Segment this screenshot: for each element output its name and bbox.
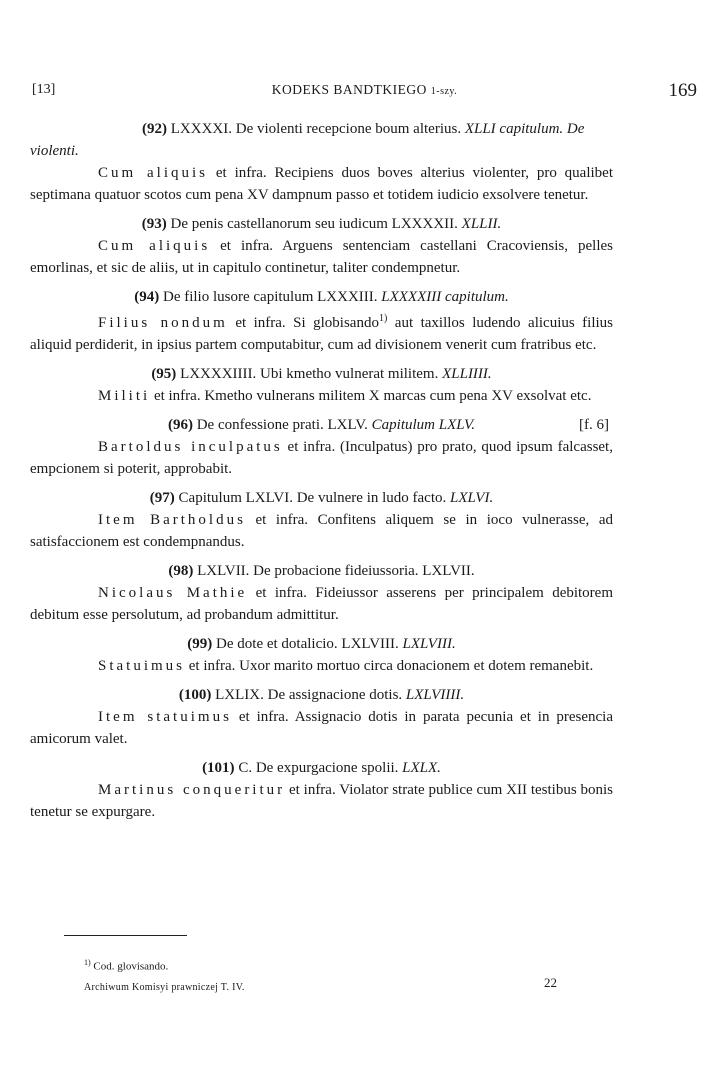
entry-text: et infra. Recipiens duos boves alterius violenter, pro qualibet septimana quatuor scotos cum pena XV dampnum passo et totidem iudicio exsolvere tenetur. — [30, 165, 614, 203]
running-title-text: KODEKS BANDTKIEGO — [271, 82, 427, 97]
entry-paragraph — [30, 582, 613, 626]
running-title — [32, 82, 697, 98]
entry-paragraph — [30, 706, 613, 750]
page-number: 169 — [668, 80, 697, 101]
entry-heading: LXXXXIIII. Ubi kmetho vulnerat militem. — [180, 366, 439, 382]
entry-text: et infra. Kmetho vulnerans militem X marcas cum pena XV exsolvat etc. — [153, 388, 592, 404]
entry-paragraph — [30, 308, 613, 356]
entry-text: et infra. Confitens aliquem se in ioco vulnerasse, ad satisfaccionem est condempnandus. — [30, 512, 613, 550]
entry-incipit: Statuimus — [98, 658, 186, 674]
entry-incipit: Filius nondum — [98, 315, 228, 331]
entry-heading-italic: LXLVI. — [450, 490, 494, 506]
entry-number: (93) — [141, 216, 167, 232]
entry-number: (101) — [202, 760, 235, 776]
entry-heading-italic: XLLI capitulum. De violenti. — [30, 121, 585, 159]
footnote-mark: 1) — [84, 958, 91, 967]
entry-title — [30, 414, 613, 436]
entry-number: (94) — [134, 289, 160, 305]
entry-heading-italic: LXLVIII. — [402, 636, 456, 652]
entry-number: (100) — [178, 687, 212, 703]
entry-paragraph — [30, 162, 613, 206]
entry-heading-italic: XLLII. — [461, 216, 502, 232]
running-title-suffix: 1-szy. — [430, 86, 458, 97]
entry-number: (96) — [167, 417, 193, 433]
entry-title — [30, 118, 613, 162]
entry-title — [30, 487, 613, 509]
entry-number: (95) — [151, 366, 177, 382]
entry-title — [30, 757, 613, 779]
entry-title — [30, 560, 613, 582]
entry-heading: C. De expurgacione spolii. — [238, 760, 399, 776]
text-body — [30, 118, 613, 830]
entry-heading: De penis castellanorum seu iudicum LXXXXII. — [170, 216, 458, 232]
signature-number: 22 — [544, 975, 557, 990]
entry-number: (98) — [168, 563, 194, 579]
entry-text: aut taxillos ludendo alicuius filius aliquid perdiderit, in ipsius partem computabitur, cum ad divisionem venerit cum fratribus etc. — [30, 315, 614, 353]
entry-text: et infra. (Inculpatus) pro prato, quod ipsum falcasset, empcionem si poterit, approbabit. — [30, 439, 613, 477]
entry-title — [30, 213, 613, 235]
entry-title — [30, 633, 613, 655]
entry-title — [30, 684, 613, 706]
entry-heading: LXLVII. De probacione fideiussoria. LXLVII. — [197, 563, 475, 579]
entry-text: et infra. Fideiussor asserens per principalem debitorem debitum esse persolutum, ad probandum admittitur. — [30, 585, 614, 623]
entry-paragraph — [30, 655, 613, 677]
entry-text: et infra. Arguens sentenciam castellani Cracoviensis, pelles emorlinas, et sic de aliis, ut in capitulo continetur, taliter condempnetur. — [30, 238, 613, 276]
entry-heading: De filio lusore capitulum LXXXIII. — [162, 289, 378, 305]
entry-incipit: Item statuimus — [98, 709, 232, 725]
entry-text: et infra. Si globisando — [235, 315, 379, 331]
entry-text: et infra. Assignacio dotis in parata pecunia et in presencia amicorum valet. — [30, 709, 613, 747]
entry-heading: De confessione prati. LXLV. — [196, 417, 368, 433]
entry-heading: Capitulum LXLVI. De vulnere in ludo facto. — [178, 490, 447, 506]
section-marker: [13] — [32, 82, 56, 97]
entry-heading: LXLIX. De assignacione dotis. — [215, 687, 403, 703]
entry-paragraph — [30, 235, 613, 279]
entry-paragraph — [30, 779, 613, 823]
running-header — [32, 80, 697, 104]
footnote — [84, 958, 168, 973]
entry-title — [30, 286, 613, 308]
entry-paragraph — [30, 385, 613, 407]
entry-incipit: Martinus conqueritur — [98, 782, 286, 798]
entry-text: et infra. Uxor marito mortuo circa donacionem et dotem remanebit. — [188, 658, 594, 674]
signature-line: Archiwum Komisyi prawniczej T. IV. — [84, 982, 245, 993]
entry-heading-italic: Capitulum LXLV. — [371, 417, 476, 433]
entry-incipit: Bartoldus inculpatus — [98, 439, 283, 455]
entry-incipit: Nicolaus Mathie — [98, 585, 248, 601]
entry-incipit: Cum aliquis — [98, 238, 211, 254]
entry-paragraph — [30, 436, 613, 480]
folio-reference: [f. 6] — [579, 417, 609, 433]
entry-incipit: Item Bartholdus — [98, 512, 246, 528]
entry-number: (92) — [142, 121, 167, 137]
entry-heading-italic: LXLX. — [402, 760, 441, 776]
entry-title — [30, 363, 613, 385]
footnote-text: Cod. glovisando. — [93, 960, 169, 973]
entry-text: et infra. Violator strate publice cum XII testibus bonis tenetur se expurgare. — [30, 782, 613, 820]
entry-heading-italic: LXXXXIII capitulum. — [381, 289, 509, 305]
entry-number: (99) — [187, 636, 213, 652]
entry-heading-italic: LXLVIIII. — [405, 687, 465, 703]
entry-incipit: Cum aliquis — [98, 165, 209, 181]
entry-incipit: Militi — [98, 388, 151, 404]
entry-paragraph — [30, 509, 613, 553]
entry-heading-italic: XLLIIII. — [442, 366, 492, 382]
entry-heading: De dote et dotalicio. LXLVIII. — [216, 636, 399, 652]
entry-number: (97) — [149, 490, 175, 506]
footnote-reference[interactable]: 1) — [378, 313, 388, 324]
footnote-divider — [64, 935, 187, 936]
entry-heading: LXXXXI. De violenti recepcione boum alterius. — [170, 121, 462, 137]
